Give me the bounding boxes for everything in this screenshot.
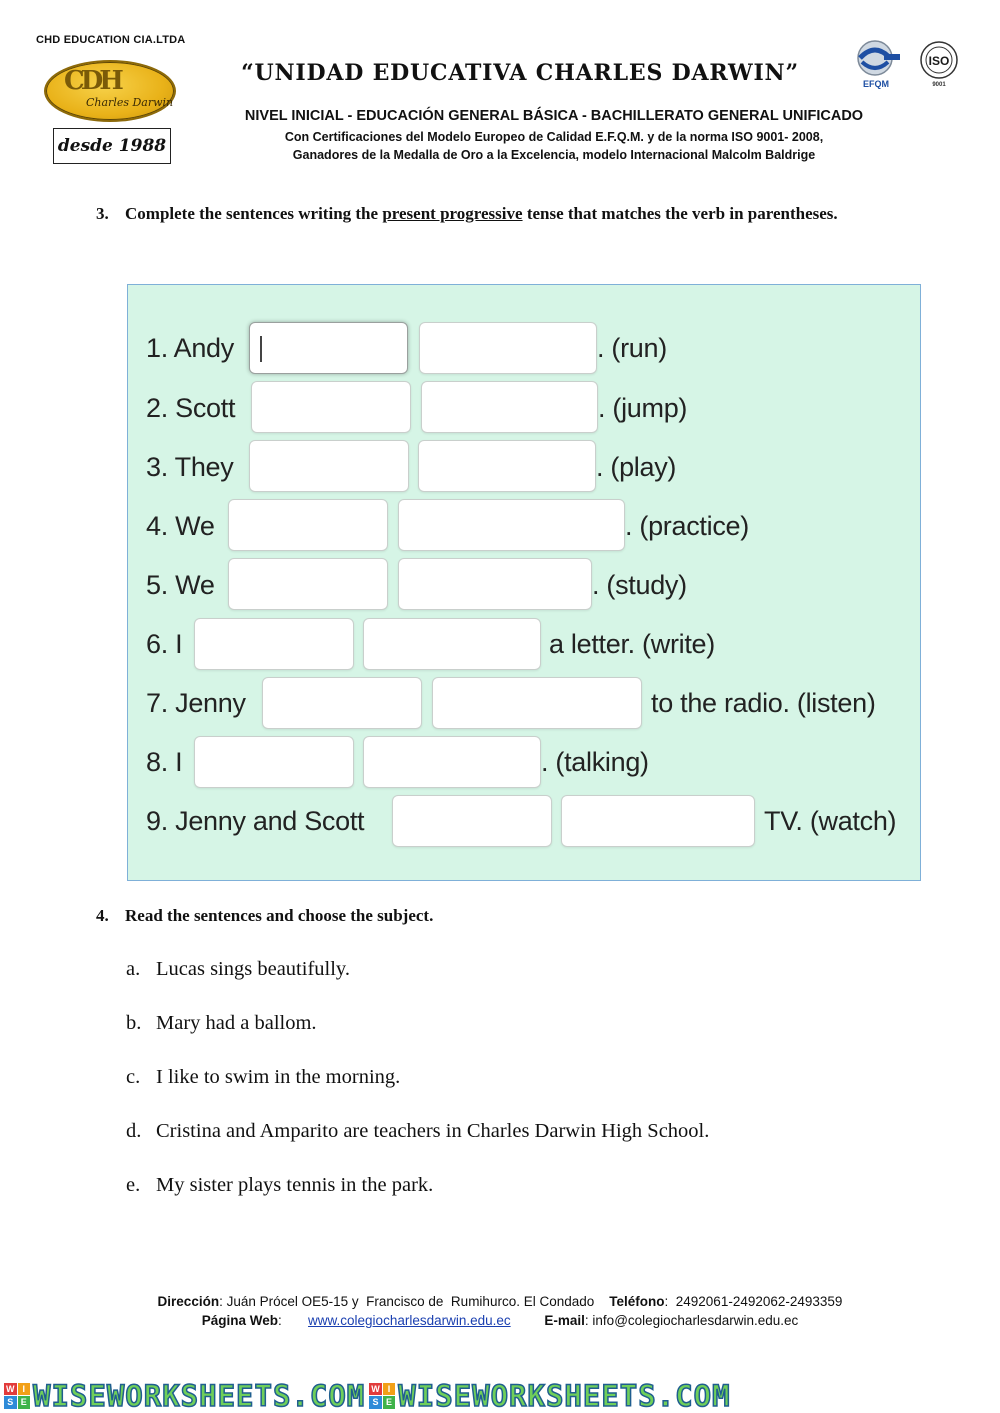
row-9-tail: TV. (watch) [764, 806, 897, 836]
row-8-blank-2[interactable] [363, 736, 541, 788]
efqm-logo-icon [848, 38, 904, 90]
list-item [126, 1174, 433, 1197]
levels-line: NIVEL INICIAL - EDUCACIÓN GENERAL BÁSICA - BACHILLERATO GENERAL UNIFICADO [244, 108, 864, 124]
instr-part-1: Complete the sentences writing the [125, 204, 383, 223]
exercise-3-number: 3. [96, 204, 109, 223]
item-letter: c. [126, 1066, 141, 1088]
exercise-4-number: 4. [96, 906, 109, 925]
row-7-blank-1[interactable] [262, 677, 422, 729]
row-2-blank-1[interactable] [251, 381, 411, 433]
list-item [126, 1066, 400, 1089]
row-8-tail: . (talking) [541, 747, 649, 777]
row-1-tail: . (run) [597, 333, 667, 363]
iso-number: 9001 [932, 82, 946, 88]
since-badge: desde 1988 [53, 128, 171, 164]
row-3-tail: . (play) [596, 452, 677, 482]
iso-logo-icon [918, 40, 960, 88]
row-4-blank-2[interactable] [398, 499, 625, 551]
website-link[interactable]: www.colegiocharlesdarwin.edu.ec [308, 1313, 511, 1328]
logo-monogram: CDH [64, 66, 120, 96]
instr-underlined: present progressive [382, 204, 523, 223]
company-name: CHD EDUCATION CIA.LTDA [36, 34, 186, 46]
row-9-subject: 9. Jenny and Scott [146, 806, 365, 836]
row-2-tail: . (jump) [598, 393, 688, 423]
item-text: Mary had a ballom. [156, 1012, 317, 1034]
mini-letter: I [18, 1383, 31, 1396]
row-8-subject: 8. I [146, 747, 183, 777]
row-6-blank-1[interactable] [194, 618, 354, 670]
item-text: My sister plays tennis in the park. [156, 1174, 434, 1196]
item-text: I like to swim in the morning. [156, 1066, 401, 1088]
email-value: : info@colegiocharlesdarwin.edu.ec [584, 1313, 799, 1328]
row-4-blank-1[interactable] [228, 499, 388, 551]
row-7-subject: 7. Jenny [146, 688, 246, 718]
row-5-tail: . (study) [592, 570, 687, 600]
row-5-blank-2[interactable] [398, 558, 592, 610]
address-value: : Juán Prócel OE5-15 y Francisco de Rumihurco. El Condado [219, 1294, 610, 1309]
item-letter: b. [126, 1012, 142, 1034]
watermark-text: WISEWORKSHEETS.COM [33, 1378, 366, 1413]
web-label: Página Web [201, 1313, 279, 1328]
exercise-3-panel [127, 284, 921, 881]
mini-letter: I [383, 1383, 396, 1396]
item-text: Lucas sings beautifully. [156, 958, 350, 980]
row-3-blank-2[interactable] [418, 440, 596, 492]
row-7-tail: to the radio. (listen) [651, 688, 876, 718]
row-3-blank-1[interactable] [249, 440, 409, 492]
list-item [126, 1012, 317, 1035]
row-4-subject: 4. We [146, 511, 215, 541]
mini-letter: S [369, 1396, 382, 1409]
logo-script: Charles Darwin [86, 96, 174, 109]
item-letter: d. [126, 1120, 142, 1142]
phone-label: Teléfono [609, 1294, 665, 1309]
efqm-label: EFQM [863, 79, 889, 89]
school-logo [44, 60, 176, 122]
footer-address-line [0, 1294, 1000, 1309]
row-2-blank-2[interactable] [421, 381, 598, 433]
row-3-subject: 3. They [146, 452, 234, 482]
school-title: “UNIDAD EDUCATIVA CHARLES DARWIN” [241, 60, 799, 86]
watermark-block [369, 1379, 730, 1413]
item-letter: a. [126, 958, 141, 980]
row-9-blank-2[interactable] [561, 795, 755, 847]
mini-letter: E [383, 1396, 396, 1409]
row-6-tail: a letter. (write) [549, 629, 715, 659]
text-cursor [260, 336, 262, 362]
list-item [126, 958, 350, 981]
row-9-blank-1[interactable] [392, 795, 552, 847]
mini-letter: E [18, 1396, 31, 1409]
web-separator: : [278, 1313, 309, 1328]
row-6-subject: 6. I [146, 629, 183, 659]
mini-letter: W [6, 1383, 15, 1394]
row-6-blank-2[interactable] [363, 618, 541, 670]
watermark-banner [0, 1378, 1000, 1413]
row-4-tail: . (practice) [625, 511, 749, 541]
footer-web-line [0, 1313, 1000, 1328]
phone-value: : 2492061-2492062-2493359 [664, 1294, 843, 1309]
list-item [126, 1120, 709, 1143]
item-text: Cristina and Amparito are teachers in Charles Darwin High School. [156, 1120, 710, 1142]
certification-line-1: Con Certificaciones del Modelo Europeo de Calidad E.F.Q.M. y de la norma ISO 9001- 2008, [284, 130, 824, 144]
mini-letter: W [371, 1383, 380, 1394]
email-label: E-mail [544, 1313, 585, 1328]
watermark-mini-logo-icon [369, 1383, 395, 1409]
row-5-subject: 5. We [146, 570, 215, 600]
certification-line-2: Ganadores de la Medalla de Oro a la Excelencia, modelo Internacional Malcolm Baldrige [292, 148, 816, 162]
item-letter: e. [126, 1174, 141, 1196]
watermark-text: WISEWORKSHEETS.COM [398, 1378, 731, 1413]
row-8-blank-1[interactable] [194, 736, 354, 788]
mini-letter: S [4, 1396, 17, 1409]
row-1-subject: 1. Andy [146, 333, 234, 363]
row-1-blank-1[interactable] [249, 322, 408, 374]
iso-label: ISO [928, 54, 950, 68]
instr-part-2: tense that matches the verb in parentheses. [522, 204, 838, 223]
address-label: Dirección [157, 1294, 220, 1309]
watermark-block [4, 1379, 365, 1413]
row-5-blank-1[interactable] [228, 558, 388, 610]
row-2-subject: 2. Scott [146, 393, 236, 423]
exercise-3-text [125, 190, 895, 237]
row-1-blank-2[interactable] [419, 322, 597, 374]
row-7-blank-2[interactable] [432, 677, 642, 729]
watermark-mini-logo-icon [4, 1383, 30, 1409]
exercise-4-title: Read the sentences and choose the subject. [125, 906, 434, 925]
